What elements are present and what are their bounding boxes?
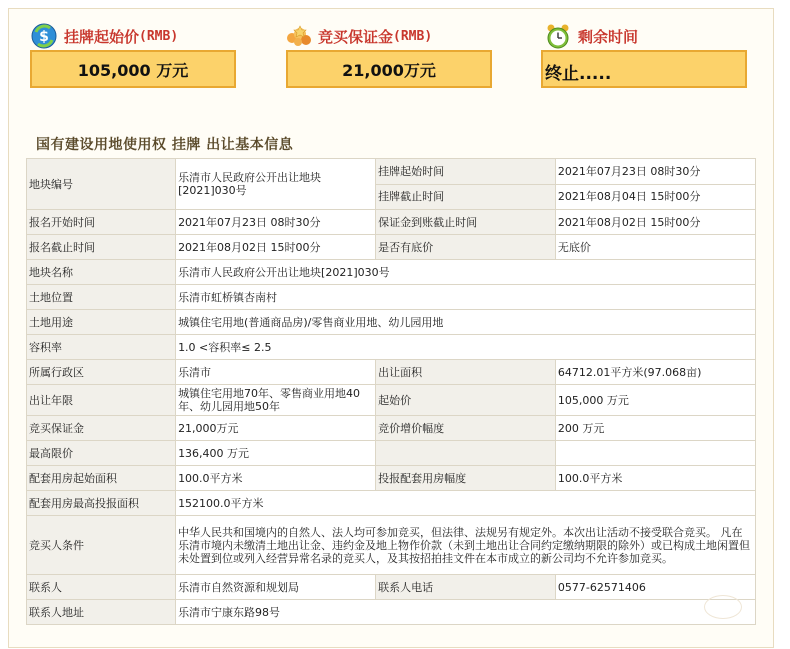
table-label: 挂牌截止时间	[376, 184, 556, 210]
table-value: 105,000 万元	[555, 385, 755, 416]
table-label: 所属行政区	[27, 360, 176, 385]
table-row	[27, 285, 756, 310]
table-value: 乐清市	[176, 360, 376, 385]
table-label: 报名截止时间	[27, 235, 176, 260]
land-info-table	[26, 158, 756, 625]
table-value: 0577-62571406	[555, 575, 755, 600]
table-label: 地块名称	[27, 260, 176, 285]
deposit-title: 竞买保证金	[318, 27, 394, 46]
table-row	[27, 235, 756, 260]
deposit-block	[284, 22, 432, 50]
table-value: 200 万元	[555, 416, 755, 441]
table-value: 152100.0平方米	[176, 491, 756, 516]
table-label: 报名开始时间	[27, 210, 176, 235]
table-label: 出让面积	[376, 360, 556, 385]
table-row	[27, 575, 756, 600]
deposit-unit: (RMB)	[393, 28, 433, 44]
table-row	[27, 210, 756, 235]
table-value: 2021年08月04日 15时00分	[555, 184, 755, 210]
table-value: 乐清市人民政府公开出让地块[2021]030号	[176, 260, 756, 285]
table-row	[27, 385, 756, 416]
remaining-time-block	[544, 22, 638, 50]
table-value: 乐清市自然资源和规划局	[176, 575, 376, 600]
table-row	[27, 159, 756, 185]
table-value: 中华人民共和国境内的自然人、法人均可参加竞买，但法律、法规另有规定外。本次出让活动不接受联合竞买。 凡在乐清市境内未缴清土地出让金、违约金及地上物作价款（未到土地出让合同约定缴纳期限的除外）或已构成土地闲置但未处置到位或列入经营异常名录的竞买人，及其按招拍挂文件在本市成立的新公司均不允许参加竞买。	[176, 516, 756, 575]
section-title: 国有建设用地使用权 挂牌 出让基本信息	[36, 137, 294, 153]
table-label: 竞价增价幅度	[376, 416, 556, 441]
svg-text:$: $	[39, 29, 49, 45]
table-value: 乐清市虹桥镇杏南村	[176, 285, 756, 310]
table-value: 2021年08月02日 15时00分	[555, 210, 755, 235]
table-row	[27, 360, 756, 385]
table-label: 投报配套用房幅度	[376, 466, 556, 491]
remaining-time-title: 剩余时间	[578, 27, 639, 46]
deposit-flower-icon	[284, 22, 312, 50]
start-price-unit: (RMB)	[139, 28, 179, 44]
table-label: 最高限价	[27, 441, 176, 466]
watermark-logo	[704, 595, 742, 619]
table-value: 2021年07月23日 08时30分	[176, 210, 376, 235]
table-label: 土地位置	[27, 285, 176, 310]
table-value: 1.0 <容积率≤ 2.5	[176, 335, 756, 360]
table-label: 是否有底价	[376, 235, 556, 260]
table-value: 100.0平方米	[555, 466, 755, 491]
table-row	[27, 416, 756, 441]
table-row	[27, 310, 756, 335]
start-price-block	[30, 22, 178, 50]
table-label: 地块编号	[27, 159, 176, 210]
table-label: 容积率	[27, 335, 176, 360]
table-row	[27, 441, 756, 466]
table-label: 土地用途	[27, 310, 176, 335]
start-price-value-box: 105,000 万元	[30, 50, 236, 88]
table-row	[27, 491, 756, 516]
remaining-time-value-box: 终止.....	[541, 50, 747, 88]
table-label: 竞买人条件	[27, 516, 176, 575]
table-row	[27, 466, 756, 491]
table-label	[376, 441, 556, 466]
table-label: 竞买保证金	[27, 416, 176, 441]
table-row	[27, 335, 756, 360]
table-label: 起始价	[376, 385, 556, 416]
table-row	[27, 600, 756, 625]
table-label: 保证金到账截止时间	[376, 210, 556, 235]
table-label: 联系人地址	[27, 600, 176, 625]
table-value: 2021年08月02日 15时00分	[176, 235, 376, 260]
table-label: 联系人	[27, 575, 176, 600]
deposit-value-box: 21,000万元	[286, 50, 492, 88]
table-value: 64712.01平方米(97.068亩)	[555, 360, 755, 385]
table-value: 无底价	[555, 235, 755, 260]
table-label: 联系人电话	[376, 575, 556, 600]
table-label: 挂牌起始时间	[376, 159, 556, 185]
table-value: 城镇住宅用地(普通商品房)/零售商业用地、幼儿园用地	[176, 310, 756, 335]
table-row	[27, 260, 756, 285]
table-value: 21,000万元	[176, 416, 376, 441]
table-value: 城镇住宅用地70年、零售商业用地40年、幼儿园用地50年	[176, 385, 376, 416]
table-row	[27, 516, 756, 575]
table-label: 配套用房起始面积	[27, 466, 176, 491]
price-dollar-icon	[30, 22, 58, 50]
table-value	[555, 441, 755, 466]
table-value: 136,400 万元	[176, 441, 376, 466]
table-value: 乐清市宁康东路98号	[176, 600, 756, 625]
table-value: 乐清市人民政府公开出让地块[2021]030号	[176, 159, 376, 210]
table-label: 配套用房最高投报面积	[27, 491, 176, 516]
table-label: 出让年限	[27, 385, 176, 416]
start-price-title: 挂牌起始价	[64, 27, 140, 46]
table-value: 100.0平方米	[176, 466, 376, 491]
table-value: 2021年07月23日 08时30分	[555, 159, 755, 185]
alarm-clock-icon	[544, 22, 572, 50]
